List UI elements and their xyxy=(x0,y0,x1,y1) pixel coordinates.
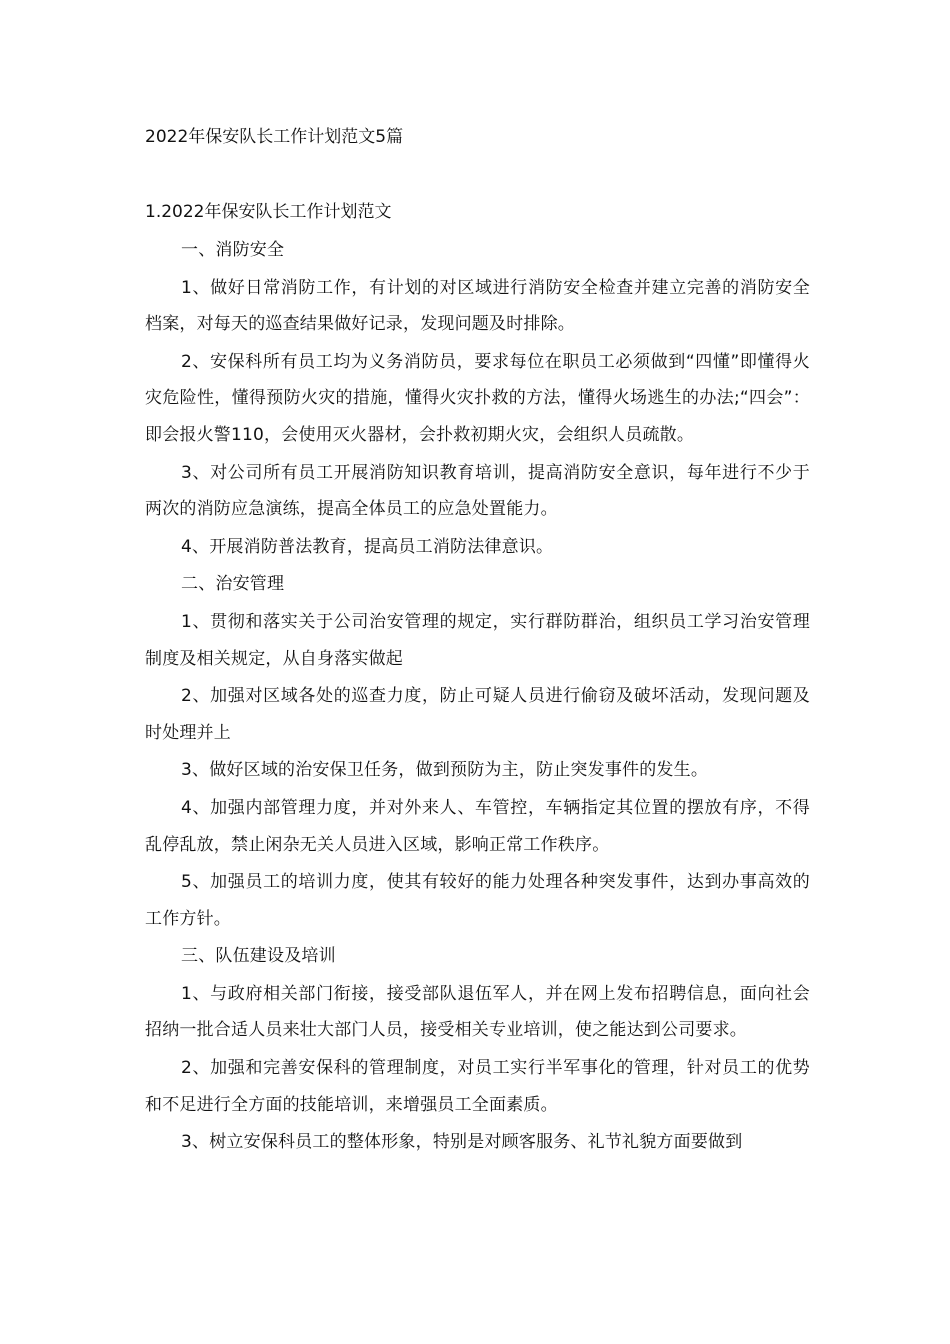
document-body xyxy=(145,232,810,1162)
paragraph: 2、加强对区域各处的巡查力度，防止可疑人员进行偷窃及破坏活动，发现问题及时处理并上 xyxy=(145,686,810,743)
section-heading-fire-safety: 一、消防安全 xyxy=(181,240,285,260)
paragraph: 4、开展消防普法教育，提高员工消防法律意识。 xyxy=(181,536,554,557)
paragraph: 3、做好区域的治安保卫任务，做到预防为主，防止突发事件的发生。 xyxy=(181,760,709,781)
paragraph: 2、加强和完善安保科的管理制度，对员工实行半军事化的管理，针对员工的优势和不足进行全方面的技能培训，来增强员工全面素质。 xyxy=(145,1058,810,1115)
paragraph: 3、树立安保科员工的整体形象，特别是对顾客服务、礼节礼貌方面要做到 xyxy=(181,1132,743,1153)
section-heading-team-training: 三、队伍建设及培训 xyxy=(181,946,336,967)
section-heading-public-security: 二、治安管理 xyxy=(181,574,285,595)
paragraph: 1、贯彻和落实关于公司治安管理的规定，实行群防群治，组织员工学习治安管理制度及相关规定，从自身落实做起 xyxy=(145,611,810,669)
section-title: 1.2022年保安队长工作计划范文 xyxy=(145,202,392,222)
document-title: 2022年保安队长工作计划范文5篇 xyxy=(145,127,404,147)
paragraph: 3、对公司所有员工开展消防知识教育培训，提高消防安全意识，每年进行不少于两次的消防应急演练，提高全体员工的应急处置能力。 xyxy=(145,462,810,520)
paragraph: 1、与政府相关部门衔接，接受部队退伍军人，并在网上发布招聘信息，面向社会招纳一批合适人员来壮大部门人员，接受相关专业培训，使之能达到公司要求。 xyxy=(145,983,810,1041)
paragraph: 1、做好日常消防工作，有计划的对区域进行消防安全检查并建立完善的消防安全档案，对每天的巡查结果做好记录，发现问题及时排除。 xyxy=(145,277,810,335)
paragraph: 2、安保科所有员工均为义务消防员，要求每位在职员工必须做到“四懂”即懂得火灾危险性，懂得预防火灾的措施，懂得火灾扑救的方法，懂得火场逃生的办法;“四会”：即会报火警110，会使用灭火器材，会扑救初期火灾，会组织人员疏散。 xyxy=(145,351,810,445)
paragraph: 4、加强内部管理力度，并对外来人、车管控，车辆指定其位置的摆放有序，不得乱停乱放，禁止闲杂无关人员进入区域，影响正常工作秩序。 xyxy=(145,797,810,855)
paragraph: 5、加强员工的培训力度，使其有较好的能力处理各种突发事件，达到办事高效的工作方针。 xyxy=(145,872,810,929)
